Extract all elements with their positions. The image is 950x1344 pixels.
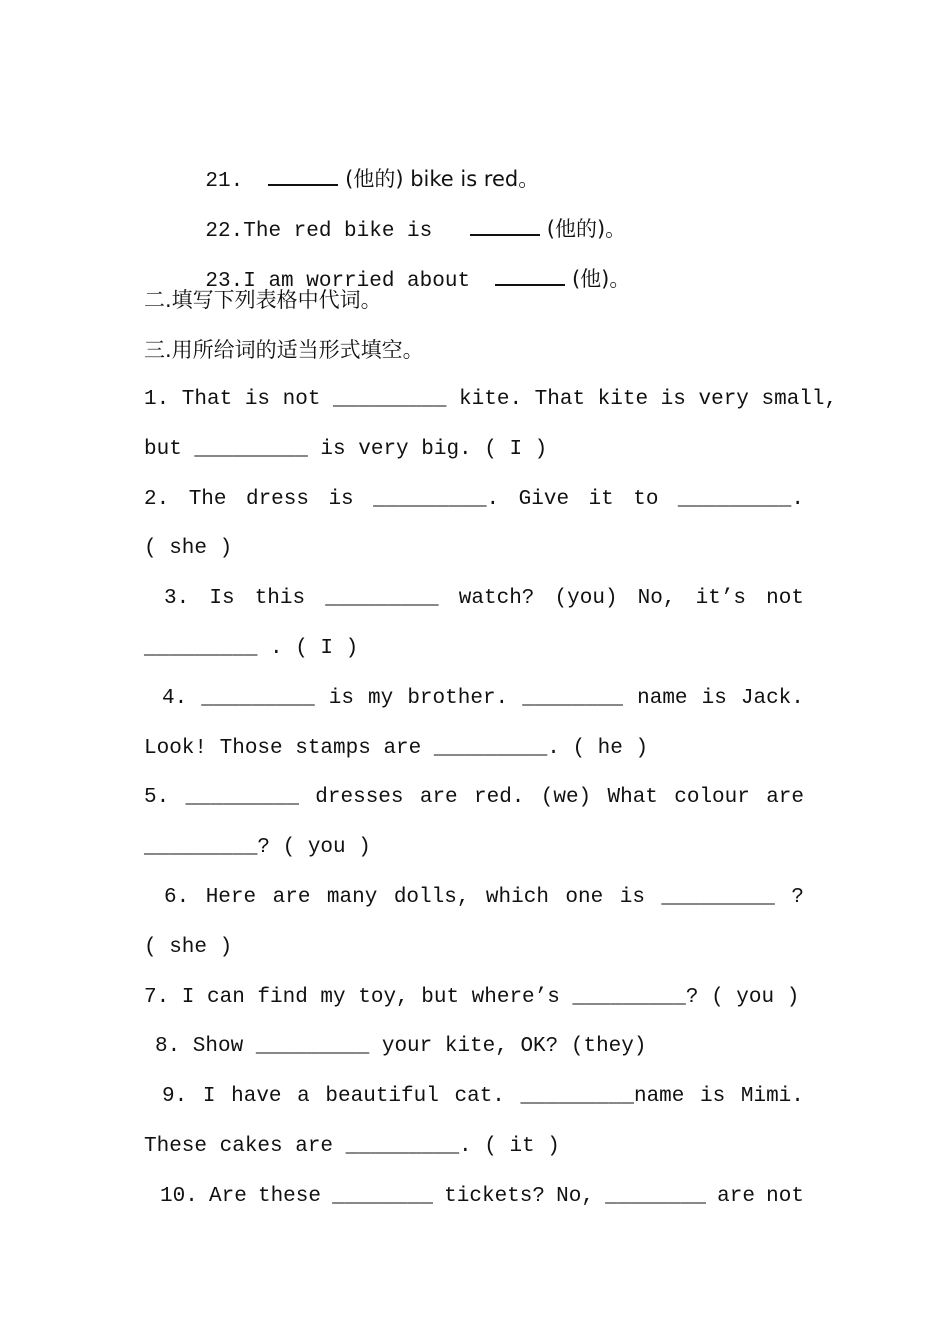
- word: 6.: [164, 886, 190, 909]
- answer-blank-word: _________: [325, 587, 439, 610]
- question-3-line-1: [164, 585, 804, 613]
- question-2-line-1: [144, 486, 804, 514]
- word: these: [257, 1185, 321, 1208]
- word: 10.: [160, 1185, 198, 1208]
- word: to: [633, 488, 659, 511]
- word: not: [766, 587, 804, 610]
- word: my: [368, 687, 394, 710]
- question-6-line-2: ( she ): [144, 936, 233, 959]
- answer-blank-word: _________: [201, 687, 315, 710]
- answer-blank-word: _________.: [677, 488, 804, 511]
- question-10-line-1: [160, 1183, 804, 1211]
- word: red.: [473, 786, 525, 809]
- item-text: (他)。: [565, 267, 631, 291]
- word: The: [188, 488, 227, 511]
- question-6-line-1: [164, 884, 804, 912]
- question-7: 7. I can find my toy, but where’s _________? ( you ): [144, 986, 800, 1009]
- answer-blank-word: ________: [522, 687, 624, 710]
- answer-blank-word: _________: [185, 786, 299, 809]
- word: dolls,: [393, 886, 470, 909]
- question-5-line-2: _________? ( you ): [144, 836, 371, 859]
- answer-blank-word: _________.: [373, 488, 500, 511]
- word: not: [766, 1185, 804, 1208]
- word: What: [607, 786, 658, 809]
- question-1-line-1: 1. That is not _________ kite. That kite is very small,: [144, 388, 838, 411]
- item-text: (他的)。: [540, 217, 627, 241]
- question-5-line-1: [144, 784, 804, 812]
- word: is: [619, 886, 645, 909]
- answer-blank-word: ________: [605, 1185, 706, 1208]
- word: is: [328, 488, 354, 511]
- question-9-line-1: [162, 1083, 804, 1111]
- word: I: [202, 1085, 216, 1108]
- word: cat.: [454, 1085, 505, 1108]
- question-1-line-2: but _________ is very big. ( I ): [144, 438, 548, 461]
- word: which: [485, 886, 549, 909]
- word: Mimi.: [740, 1085, 804, 1108]
- word: is: [328, 687, 354, 710]
- word: colour: [674, 786, 750, 809]
- answer-blank[interactable]: [268, 166, 338, 186]
- word: Jack.: [740, 687, 804, 710]
- word: is: [701, 687, 727, 710]
- word: dress: [245, 488, 309, 511]
- answer-blank-word: _________name: [520, 1085, 685, 1108]
- word: watch?: [458, 587, 535, 610]
- word: Are: [208, 1185, 247, 1208]
- item-text-before: I am worried about: [243, 270, 483, 293]
- word: 5.: [144, 786, 170, 809]
- word: are: [717, 1185, 755, 1208]
- word: dresses: [315, 786, 404, 809]
- item-number: 23.: [205, 270, 244, 293]
- word: No,: [637, 587, 676, 610]
- answer-blank-word: _________: [661, 886, 775, 909]
- answer-blank[interactable]: [470, 216, 540, 236]
- item-number: 21.: [205, 170, 244, 193]
- question-3-line-2: _________ . ( I ): [144, 637, 359, 660]
- word: ?: [791, 886, 804, 909]
- word: 3.: [164, 587, 190, 610]
- word: 9.: [162, 1085, 188, 1108]
- word: 2.: [144, 488, 170, 511]
- answer-blank-word: ________: [332, 1185, 433, 1208]
- word: many: [326, 886, 378, 909]
- word: are: [272, 886, 311, 909]
- word: this: [254, 587, 306, 610]
- question-8: 8. Show _________ your kite, OK? (they): [155, 1035, 647, 1058]
- word: (we): [540, 786, 592, 809]
- word: have: [231, 1085, 282, 1108]
- word: Is: [209, 587, 235, 610]
- answer-blank[interactable]: [495, 266, 565, 286]
- question-2-line-2: ( she ): [144, 537, 233, 560]
- word: it: [588, 488, 614, 511]
- item-text-before: The red bike is: [243, 220, 445, 243]
- word: Give: [518, 488, 570, 511]
- word: it’s: [695, 587, 747, 610]
- word: is: [700, 1085, 726, 1108]
- word: brother.: [407, 687, 509, 710]
- word: are: [419, 786, 458, 809]
- word: tickets?: [444, 1185, 545, 1208]
- word: one: [565, 886, 604, 909]
- section-two-heading: 二.填写下列表格中代词。: [144, 288, 382, 312]
- question-9-line-2: These cakes are _________. ( it ): [144, 1135, 560, 1158]
- word: 4.: [162, 687, 188, 710]
- word: a: [297, 1085, 310, 1108]
- section-three-heading: 三.用所给词的适当形式填空。: [144, 338, 424, 362]
- word: are: [766, 786, 804, 809]
- question-4-line-2: Look! Those stamps are _________. ( he ): [144, 737, 649, 760]
- word: name: [637, 687, 688, 710]
- word: beautiful: [325, 1085, 439, 1108]
- question-4-line-1: [162, 685, 804, 713]
- word: (you): [554, 587, 618, 610]
- word: Here: [205, 886, 257, 909]
- word: No,: [556, 1185, 594, 1208]
- item-number: 22.: [205, 220, 244, 243]
- item-text: (他的) bike is red。: [338, 167, 540, 191]
